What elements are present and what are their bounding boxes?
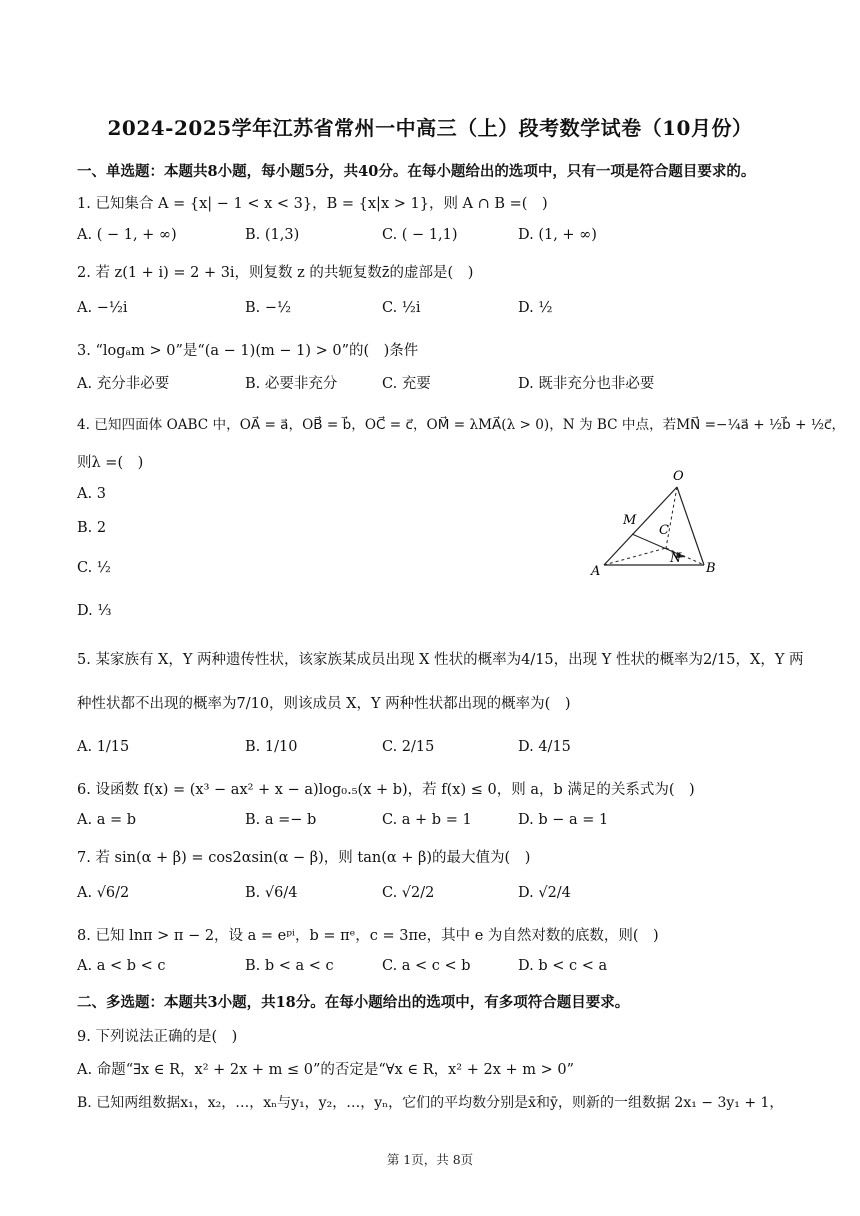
q6-option-c: C. a + b = 1 <box>382 812 472 828</box>
question-1-stem: 1. 已知集合 A = {x| − 1 < x < 3}，B = {x|x > 1}，则 A ∩ B =( ) <box>77 196 548 212</box>
figure-label-o: O <box>673 469 684 484</box>
figure-label-m: M <box>623 513 637 528</box>
question-7-stem: 7. 若 sin(α + β) = cos2αsin(α − β)，则 tan(α + β)的最大值为( ) <box>77 850 531 866</box>
question-9-stem: 9. 下列说法正确的是( ) <box>77 1029 238 1045</box>
q8-option-c: C. a < c < b <box>382 958 471 974</box>
section-2-heading: 二、多选题：本题共3小题，共18分。在每小题给出的选项中，有多项符合题目要求。 <box>77 994 630 1011</box>
question-5-stem-cont: 种性状都不出现的概率为7/10，则该成员 X，Y 两种性状都出现的概率为( ) <box>77 696 571 712</box>
q9-option-a: A. 命题“∃x ∈ R，x² + 2x + m ≤ 0”的否定是“∀x ∈ R，x² + 2x + m > 0” <box>77 1062 574 1078</box>
q4-option-a: A. 3 <box>77 486 106 502</box>
q3-option-a: A. 充分非必要 <box>77 376 170 392</box>
figure-label-n: N <box>670 551 682 566</box>
q4-option-b: B. 2 <box>77 520 107 536</box>
q2-option-c: C. ½i <box>382 300 421 316</box>
q4-option-c: C. ½ <box>77 560 111 576</box>
figure-label-c: C <box>659 523 669 538</box>
figure-label-a: A <box>591 564 601 579</box>
q6-option-a: A. a = b <box>77 812 136 828</box>
q8-option-d: D. b < c < a <box>518 958 608 974</box>
tetrahedron-figure <box>585 462 725 582</box>
q8-option-b: B. b < a < c <box>245 958 334 974</box>
q3-option-b: B. 必要非充分 <box>245 376 338 392</box>
q7-option-c: C. √2/2 <box>382 885 435 901</box>
question-4-stem: 4. 已知四面体 OABC 中，OA⃗ = a⃗，OB⃗ = b⃗，OC⃗ = c⃗，OM⃗ = λMA⃗(λ > 0)，N 为 BC 中点，若MN⃗ =−¼a⃗ + ½b⃗ + ½c⃗， <box>77 417 846 433</box>
q9-option-b: B. 已知两组数据x₁，x₂，…，xₙ与y₁，y₂，…，yₙ，它们的平均数分别是x̄和ȳ，则新的一组数据 2x₁ − 3y₁ + 1， <box>77 1095 784 1111</box>
q5-option-a: A. 1/15 <box>77 739 130 755</box>
q6-option-b: B. a =− b <box>245 812 317 828</box>
q4-option-d: D. ⅓ <box>77 603 112 619</box>
question-5-stem: 5. 某家族有 X，Y 两种遗传性状，该家族某成员出现 X 性状的概率为4/15，出现 Y 性状的概率为2/15，X，Y 两 <box>77 652 804 668</box>
question-6-stem: 6. 设函数 f(x) = (x³ − ax² + x − a)log₀.₅(x + b)，若 f(x) ≤ 0，则 a，b 满足的关系式为( ) <box>77 782 695 798</box>
q2-option-b: B. −½ <box>245 300 292 316</box>
q1-option-b: B. (1,3) <box>245 227 300 243</box>
q3-option-d: D. 既非充分也非必要 <box>518 376 655 392</box>
question-4-stem-cont: 则λ =( ) <box>77 455 144 471</box>
page-footer: 第 1页，共 8页 <box>386 1152 474 1167</box>
q2-option-d: D. ½ <box>518 300 553 316</box>
q5-option-c: C. 2/15 <box>382 739 435 755</box>
q7-option-d: D. √2/4 <box>518 885 571 901</box>
q5-option-b: B. 1/10 <box>245 739 298 755</box>
question-3-stem: 3. “logₐm > 0”是“(a − 1)(m − 1) > 0”的( )条件 <box>77 343 419 359</box>
q1-option-a: A. ( − 1, + ∞) <box>77 227 177 243</box>
q1-option-d: D. (1, + ∞) <box>518 227 597 243</box>
q8-option-a: A. a < b < c <box>77 958 166 974</box>
q7-option-b: B. √6/4 <box>245 885 298 901</box>
question-2-stem: 2. 若 z(1 + i) = 2 + 3i，则复数 z 的共轭复数z̄的虚部是( ) <box>77 265 474 281</box>
exam-title: 2024-2025学年江苏省常州一中高三（上）段考数学试卷（10月份） <box>107 116 753 140</box>
q1-option-c: C. ( − 1,1) <box>382 227 458 243</box>
question-8-stem: 8. 已知 lnπ > π − 2，设 a = eᵖⁱ，b = πᵉ，c = 3πe，其中 e 为自然对数的底数，则( ) <box>77 928 659 944</box>
q6-option-d: D. b − a = 1 <box>518 812 609 828</box>
section-1-heading: 一、单选题：本题共8小题，每小题5分，共40分。在每小题给出的选项中，只有一项是符合题目要求的。 <box>77 163 756 180</box>
q3-option-c: C. 充要 <box>382 376 431 392</box>
q7-option-a: A. √6/2 <box>77 885 130 901</box>
figure-label-b: B <box>706 561 716 576</box>
q2-option-a: A. −½i <box>77 300 128 316</box>
q5-option-d: D. 4/15 <box>518 739 571 755</box>
